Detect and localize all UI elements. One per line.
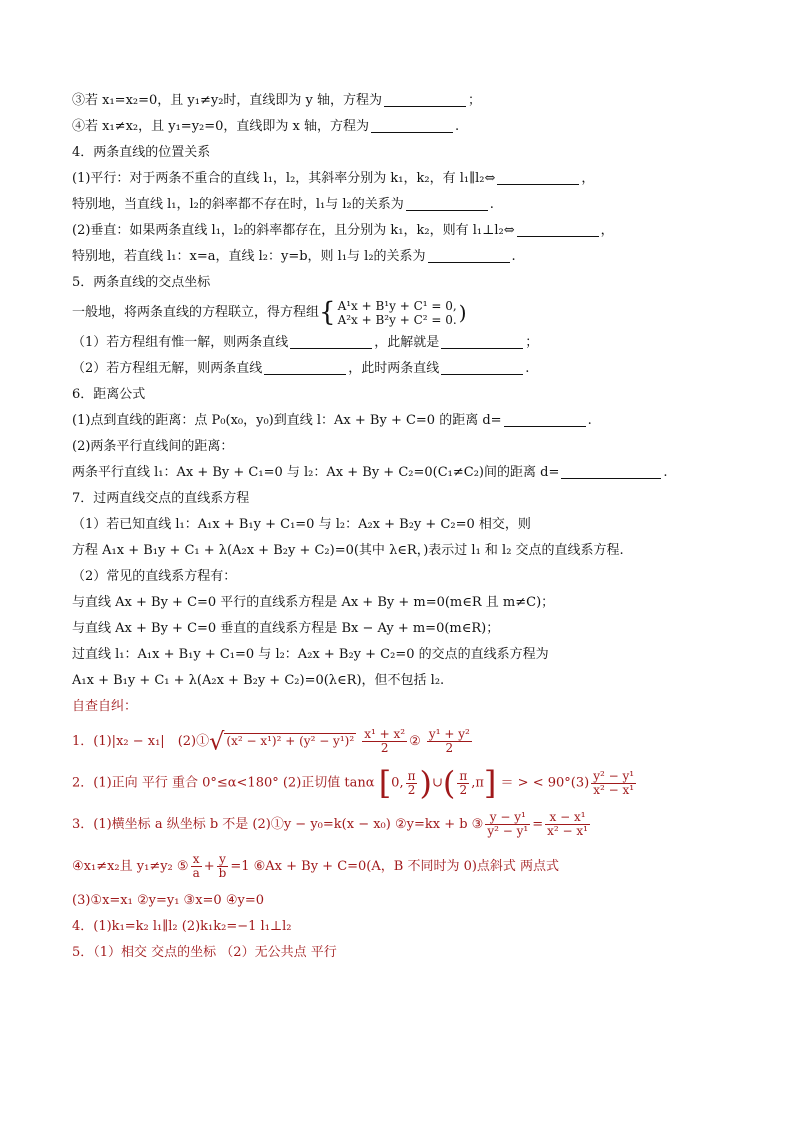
numerator: x − x¹ <box>545 811 590 825</box>
fraction <box>217 853 229 880</box>
text: ② <box>409 734 421 749</box>
fraction <box>591 770 636 797</box>
answer-blank <box>428 248 510 263</box>
fraction <box>485 811 530 838</box>
denominator: b <box>218 866 227 880</box>
text: 方程 A₁x + B₁y + C₁ + λ(A₂x + B₂y + C₂)=0(其中 λ∈R，)表示过 l₁ 和 l₂ 交点的直线系方程. <box>72 543 624 558</box>
left-brace: { <box>319 297 336 328</box>
text-line <box>72 668 722 694</box>
text: ； <box>525 335 539 350</box>
section-heading-5 <box>72 270 722 296</box>
text: 0, <box>391 775 404 791</box>
text: . <box>525 361 530 376</box>
text-line <box>72 460 722 486</box>
text: （1）若已知直线 l₁：A₁x + B₁y + C₁=0 与 l₂：A₂x + B₂y + C₂=0 相交，则 <box>72 517 531 532</box>
text: ， <box>581 171 595 186</box>
text: 与直线 Ax + By + C=0 垂直的直线系方程是 Bx − Ay + m=0(m∈R)； <box>72 621 500 636</box>
answer-line-7 <box>72 940 722 966</box>
answers-heading <box>72 694 722 720</box>
denominator: 2 <box>445 741 454 755</box>
text: ； <box>468 93 482 108</box>
text: 过直线 l₁：A₁x + B₁y + C₁=0 与 l₂：A₂x + B₂y + C₂=0 的交点的直线系方程为 <box>72 647 549 662</box>
text: (2)垂直：如果两条直线 l₁，l₂的斜率都存在，且分别为 k₁，k₂，则有 l₁⊥l₂⇔ <box>72 223 515 238</box>
text: . <box>455 119 460 134</box>
text-line <box>72 296 722 330</box>
text: 两条平行直线 l₁：Ax + By + C₁=0 与 l₂：Ax + By + C₂=0(C₁≠C₂)间的距离 d= <box>72 465 560 480</box>
left-paren: ( <box>442 764 456 802</box>
text: 特别地，若直线 l₁：x=a，直线 l₂：y=b，则 l₁与 l₂的关系为 <box>72 249 426 264</box>
text: ,π <box>471 775 484 791</box>
equation: A¹x + B¹y + C¹ = 0, <box>337 298 457 313</box>
numerator: y¹ + y² <box>428 727 470 741</box>
numerator: x <box>191 853 202 867</box>
text-line <box>72 642 722 668</box>
text: ，此解就是 <box>374 335 440 350</box>
text: . <box>511 249 516 264</box>
text-line <box>72 356 722 382</box>
answer-blank <box>371 118 453 133</box>
text: ＝ > < 90°(3) <box>500 775 590 791</box>
answer-blank <box>497 170 579 185</box>
equation: A²x + B²y + C² = 0. <box>337 312 457 327</box>
text-line <box>72 408 722 434</box>
text: A₁x + B₁y + C₁ + λ(A₂x + B₂y + C₂)=0(λ∈R)，但不包括 l₂. <box>72 673 445 688</box>
heading-text: 自查自纠： <box>72 699 138 714</box>
text: （2）若方程组无解，则两条直线 <box>72 361 263 376</box>
numerator: y − y¹ <box>485 811 530 825</box>
section-heading-6 <box>72 382 722 408</box>
text: 1．(1)|x₂ − x₁| (2)① <box>72 734 210 749</box>
fraction <box>191 853 202 880</box>
text: 4．(1)k₁=k₂ l₁∥l₂ (2)k₁k₂=−1 l₁⊥l₂ <box>72 919 292 934</box>
answer-blank <box>441 360 523 375</box>
answer-blank <box>441 334 523 349</box>
heading-text: 4．两条直线的位置关系 <box>72 145 211 160</box>
numerator: y² − y¹ <box>593 768 635 783</box>
text: （1）若方程组有惟一解，则两条直线 <box>72 335 289 350</box>
denominator: a <box>192 866 200 880</box>
text-line <box>72 88 722 114</box>
answer-line-5 <box>72 888 722 914</box>
page <box>72 88 722 966</box>
fraction <box>427 728 472 755</box>
fraction <box>545 811 590 838</box>
denominator: 2 <box>407 782 416 797</box>
denominator: 2 <box>459 782 468 797</box>
text: =1 ⑥Ax + By + C=0(A，B 不同时为 0)点斜式 两点式 <box>230 859 560 874</box>
text: ∪ <box>431 775 443 791</box>
heading-text: 7．过两直线交点的直线系方程 <box>72 491 250 506</box>
text-line <box>72 564 722 590</box>
text: 3．(1)横坐标 a 纵坐标 b 不是 (2)①y − y₀=k(x − x₀) ②y=kx + b ③ <box>72 817 484 832</box>
text: (2)两条平行直线间的距离： <box>72 439 234 454</box>
right-paren: ) <box>458 300 467 325</box>
fraction <box>362 728 407 755</box>
denominator: x² − x¹ <box>593 782 635 797</box>
heading-text: 6．距离公式 <box>72 387 146 402</box>
text: 与直线 Ax + By + C=0 平行的直线系方程是 Ax + By + m=0(m∈R 且 m≠C)； <box>72 595 555 610</box>
numerator: x¹ + x² <box>364 727 406 741</box>
sqrt-sign: √ <box>209 727 225 756</box>
text-line <box>72 218 722 244</box>
text: . <box>663 465 668 480</box>
text-line <box>72 512 722 538</box>
answer-blank <box>561 464 661 479</box>
text: (3)①x=x₁ ②y=y₁ ③x=0 ④y=0 <box>72 893 264 908</box>
right-paren: ) <box>419 764 432 802</box>
text: ④x₁≠x₂且 y₁≠y₂ ⑤ <box>72 859 189 874</box>
text: (1)平行：对于两条不重合的直线 l₁，l₂，其斜率分别为 k₁，k₂，有 l₁∥l₂⇔ <box>72 171 496 186</box>
numerator: π <box>459 768 468 783</box>
right-bracket: ] <box>483 764 497 802</box>
text-line <box>72 114 722 140</box>
answer-line-6 <box>72 914 722 940</box>
text: (1)点到直线的距离：点 P₀(x₀，y₀)到直线 l：Ax + By + C=0 的距离 d= <box>72 413 502 428</box>
answer-line-2 <box>72 762 722 804</box>
text: ④若 x₁≠x₂，且 y₁=y₂=0，直线即为 x 轴，方程为 <box>72 119 370 134</box>
text: （2）常见的直线系方程有： <box>72 569 237 584</box>
text-line <box>72 590 722 616</box>
text: ， <box>600 223 614 238</box>
text-line <box>72 538 722 564</box>
heading-text: 5．两条直线的交点坐标 <box>72 275 211 290</box>
text-line <box>72 166 722 192</box>
text: 2．(1)正向 平行 重合 0°≤α<180° (2)正切值 tanα <box>72 775 375 791</box>
text: 5．（1）相交 交点的坐标 （2）无公共点 平行 <box>72 945 337 960</box>
answer-blank <box>504 412 586 427</box>
text: 一般地，将两条直线的方程联立，得方程组 <box>72 305 320 320</box>
text: . <box>489 197 494 212</box>
text: ③若 x₁=x₂=0，且 y₁≠y₂时，直线即为 y 轴，方程为 <box>72 93 383 108</box>
section-heading-7 <box>72 486 722 512</box>
answer-blank <box>264 360 346 375</box>
fraction <box>457 770 469 797</box>
denominator: x² − x¹ <box>547 824 588 838</box>
answer-blank <box>384 92 466 107</box>
answer-blank <box>406 196 488 211</box>
answer-blank <box>517 222 599 237</box>
denominator: y² − y¹ <box>487 824 529 838</box>
denominator: 2 <box>380 741 389 755</box>
sqrt-content: (x² − x¹)² + (y² − y¹)² <box>226 734 355 748</box>
text-line <box>72 192 722 218</box>
answer-line-3 <box>72 804 722 846</box>
numerator: y <box>217 853 229 867</box>
text: + <box>203 859 215 874</box>
answer-line-4 <box>72 846 722 888</box>
answer-line-1 <box>72 720 722 762</box>
fraction <box>406 770 418 797</box>
answer-blank <box>290 334 372 349</box>
text-line <box>72 434 722 460</box>
numerator: π <box>407 768 416 783</box>
left-bracket: [ <box>378 764 392 802</box>
text-line <box>72 330 722 356</box>
section-heading-4 <box>72 140 722 166</box>
text-line <box>72 244 722 270</box>
text: = <box>532 817 544 832</box>
text: . <box>587 413 592 428</box>
text: ，此时两条直线 <box>348 361 440 376</box>
text-line <box>72 616 722 642</box>
equation-system <box>338 299 457 327</box>
text: 特别地，当直线 l₁，l₂的斜率都不存在时，l₁与 l₂的关系为 <box>72 197 404 212</box>
